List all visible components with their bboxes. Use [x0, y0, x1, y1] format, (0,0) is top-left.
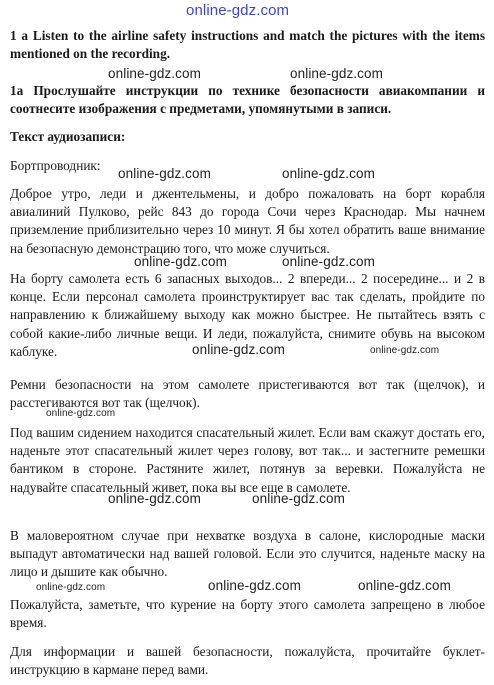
paragraph-4: Под вашим сидением находится спасательный жилет. Если вам скажут достать его, наденьте этот спасательный жилет через голову, вот так... и застегните ремешки бантиком в стороне. Растяните жилет, потянув за веревки. Пожалуйста не надувайте спасательный живет, пока вы все еще в самолете. — [10, 425, 485, 495]
watermark: online-gdz.com — [192, 342, 285, 357]
transcript-heading: Текст аудиозаписи: — [10, 129, 126, 144]
paragraph-5: В маловероятном случае при нехватке воздуха в салоне, кислородные маски выпадут автоматически над вашей головой. Если это случится, наденьте маску на лицо и дышите как обычно. — [10, 528, 485, 580]
watermark: online-gdz.com — [134, 254, 227, 269]
watermark: online-gdz.com — [108, 66, 201, 81]
watermark-small: online-gdz.com — [370, 345, 440, 356]
paragraph-3: Ремни безопасности на этом самолете пристегиваются вот так (щелчок), и расстегиваются вот так (щелчок). — [10, 377, 485, 411]
speaker-label: Бортпроводник: — [10, 158, 101, 173]
watermark-top: online-gdz.com — [186, 2, 290, 19]
paragraph-6: Пожалуйста, заметьте, что курение на борту этого самолета запрещено в любое время. — [10, 597, 485, 631]
paragraph-1: Доброе утро, леди и джентельмены, и добро пожаловать на борт корабля авиалиний Пулково, рейс 843 до города Сочи через Краснодар. Мы начнем приземление приблизительно через 10 минут. Я бы хотел обратить ваше внимание на безопасную демонстрацию того, что може случиться. — [10, 186, 485, 256]
watermark: online-gdz.com — [358, 578, 451, 593]
watermark: online-gdz.com — [282, 254, 375, 269]
paragraph-2: На борту самолета есть 6 запасных выходов... 2 впереди... 2 посередине... и 2 в конце. Если персонал самолета проинструктирует вас так сделать, пройдите по направлению к ближайшему выходу как можно быстрее. Не пытайтесь взять с собой какие-либо личные вещи. И леди, пожалуйста, снимите обувь на высоком каблуке. — [10, 271, 485, 359]
watermark-small: online-gdz.com — [46, 408, 116, 419]
title-russian: 1a Прослушайте инструкции по технике безопасности авиакомпании и соотнесите изображения с предметами, упомянутыми в записи. — [10, 83, 485, 117]
title-english: 1 a Listen to the airline safety instructions and match the pictures with the items mentioned on the recording. — [10, 28, 485, 62]
watermark: online-gdz.com — [118, 166, 211, 181]
watermark: online-gdz.com — [290, 66, 383, 81]
watermark: online-gdz.com — [208, 578, 301, 593]
watermark: online-gdz.com — [282, 166, 375, 181]
watermark: online-gdz.com — [108, 491, 201, 506]
watermark: online-gdz.com — [252, 491, 345, 506]
watermark-small: online-gdz.com — [36, 582, 106, 593]
paragraph-7: Для информации и вашей безопасности, пожалуйста, прочитайте буклет-инструкцию в кармане перед вами. — [10, 644, 485, 678]
